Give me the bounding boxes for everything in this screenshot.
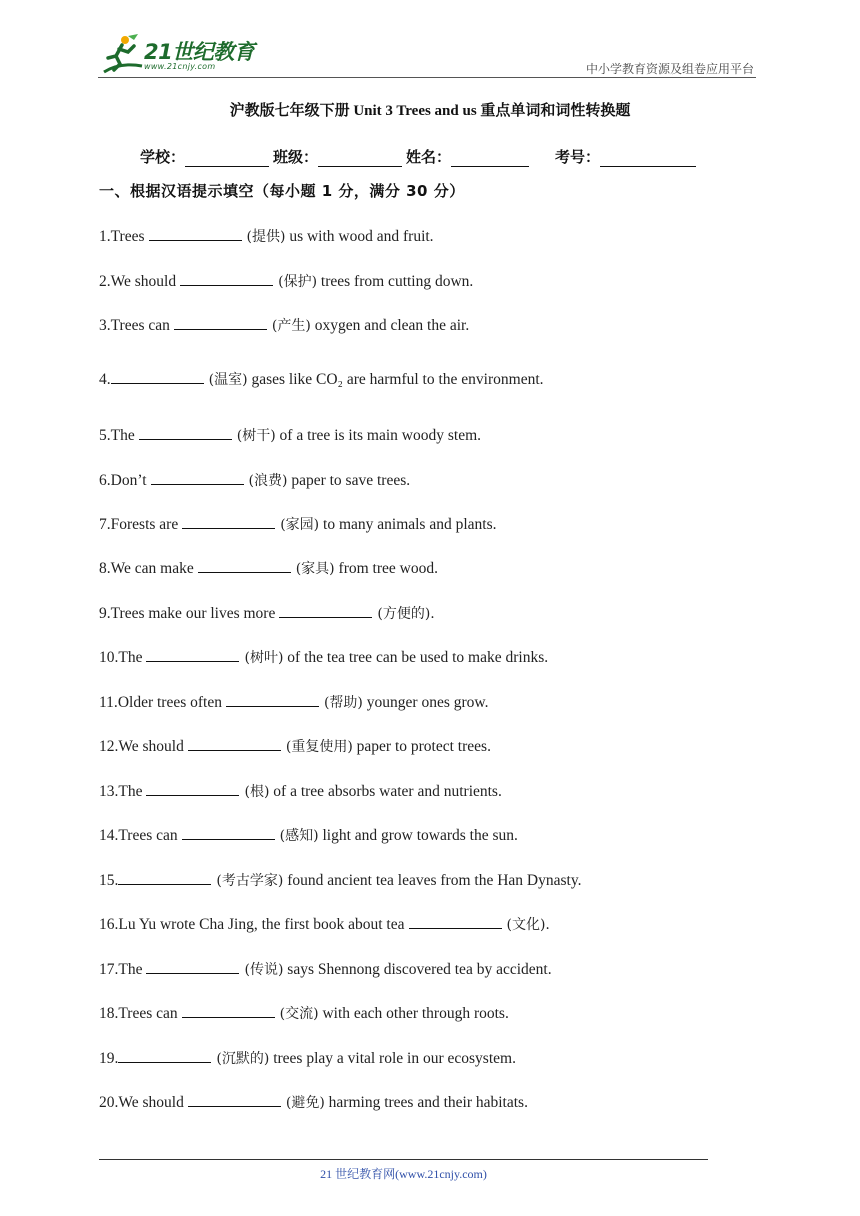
chinese-hint: (沉默的) bbox=[216, 1051, 270, 1067]
question-text-before: We should bbox=[118, 1094, 184, 1111]
question-item bbox=[99, 959, 552, 979]
chinese-hint: (树干) bbox=[236, 428, 276, 444]
question-item bbox=[99, 1092, 528, 1112]
footer-link[interactable]: 21 世纪教育网(www.21cnjy.com) bbox=[320, 1167, 487, 1181]
question-number: 17. bbox=[99, 961, 119, 978]
page-header bbox=[98, 32, 756, 78]
question-number: 1. bbox=[99, 228, 111, 245]
question-number: 11. bbox=[99, 694, 118, 711]
question-item bbox=[99, 470, 410, 490]
chinese-hint: (重复使用) bbox=[285, 739, 353, 755]
answer-blank[interactable] bbox=[139, 425, 232, 440]
answer-blank[interactable] bbox=[182, 825, 275, 840]
question-text-after: gases like CO₂ are harmful to the environment. bbox=[251, 371, 544, 388]
answer-blank[interactable] bbox=[279, 603, 372, 618]
chinese-hint: (帮助) bbox=[323, 695, 363, 711]
school-blank[interactable] bbox=[185, 150, 269, 167]
question-text-after: with each other through roots. bbox=[322, 1005, 509, 1022]
chinese-hint: (家具) bbox=[295, 561, 335, 577]
question-text-before: Trees can bbox=[118, 827, 178, 844]
question-text-before: The bbox=[118, 961, 143, 978]
question-item bbox=[99, 369, 544, 389]
question-text-after: found ancient tea leaves from the Han Dynasty. bbox=[287, 872, 582, 889]
question-number: 15. bbox=[99, 872, 119, 889]
question-item bbox=[99, 315, 469, 335]
chinese-hint: (温室) bbox=[208, 372, 248, 388]
question-text-after: harming trees and their habitats. bbox=[328, 1094, 528, 1111]
answer-blank[interactable] bbox=[226, 692, 319, 707]
question-item bbox=[99, 647, 548, 667]
question-text-before: We should bbox=[118, 738, 184, 755]
logo-name: 21世纪教育 bbox=[144, 40, 255, 64]
answer-blank[interactable] bbox=[146, 781, 239, 796]
logo-url: www.21cnjy.com bbox=[144, 62, 216, 71]
question-text-after: of a tree absorbs water and nutrients. bbox=[273, 783, 502, 800]
chinese-hint: (保护) bbox=[278, 274, 318, 290]
question-text-before: Trees bbox=[110, 228, 145, 245]
section-heading: 一、根据汉语提示填空（每小题 1 分，满分 30 分） bbox=[99, 182, 465, 200]
question-text-before: Don’t bbox=[110, 472, 147, 489]
question-number: 12. bbox=[99, 738, 119, 755]
question-text-after: paper to protect trees. bbox=[356, 738, 491, 755]
question-number: 6. bbox=[99, 472, 111, 489]
question-item bbox=[99, 271, 473, 291]
question-text-before: The bbox=[118, 649, 143, 666]
question-text-after: younger ones grow. bbox=[366, 694, 489, 711]
question-text-before: Trees can bbox=[110, 317, 170, 334]
header-divider bbox=[98, 77, 756, 78]
question-item bbox=[99, 1048, 516, 1068]
question-item bbox=[99, 425, 481, 445]
question-item bbox=[99, 825, 518, 845]
question-item bbox=[99, 781, 502, 801]
question-item bbox=[99, 870, 581, 890]
question-item bbox=[99, 514, 497, 534]
question-text-before: Trees make our lives more bbox=[110, 605, 276, 622]
question-text-after: trees from cutting down. bbox=[320, 273, 474, 290]
question-item bbox=[99, 1003, 509, 1023]
question-number: 2. bbox=[99, 273, 111, 290]
question-number: 3. bbox=[99, 317, 111, 334]
question-number: 13. bbox=[99, 783, 119, 800]
answer-blank[interactable] bbox=[146, 647, 239, 662]
question-text-before: The bbox=[110, 427, 135, 444]
answer-blank[interactable] bbox=[188, 736, 281, 751]
answer-blank[interactable] bbox=[174, 315, 267, 330]
question-text-after: trees play a vital role in our ecosystem. bbox=[273, 1050, 516, 1067]
question-item bbox=[99, 603, 435, 623]
question-text-after: to many animals and plants. bbox=[323, 516, 497, 533]
question-number: 5. bbox=[99, 427, 111, 444]
chinese-hint: (根) bbox=[244, 784, 270, 800]
question-item bbox=[99, 558, 438, 578]
question-number: 10. bbox=[99, 649, 119, 666]
question-text-after: of a tree is its main woody stem. bbox=[279, 427, 482, 444]
question-text-after: says Shennong discovered tea by accident. bbox=[287, 961, 552, 978]
answer-blank[interactable] bbox=[118, 870, 211, 885]
class-blank[interactable] bbox=[318, 150, 402, 167]
answer-blank[interactable] bbox=[182, 514, 275, 529]
question-number: 4. bbox=[99, 371, 111, 388]
answer-blank[interactable] bbox=[146, 959, 239, 974]
chinese-hint: (提供) bbox=[246, 229, 286, 245]
question-number: 9. bbox=[99, 605, 111, 622]
name-label: 姓名： bbox=[406, 148, 452, 166]
question-text-before: Trees can bbox=[118, 1005, 178, 1022]
chinese-hint: (感知) bbox=[279, 828, 319, 844]
chinese-hint: (浪费) bbox=[248, 473, 288, 489]
footer-divider bbox=[99, 1159, 708, 1160]
chinese-hint: (方便的). bbox=[377, 606, 435, 622]
school-label: 学校： bbox=[140, 148, 186, 166]
answer-blank[interactable] bbox=[118, 1048, 211, 1063]
chinese-hint: (考古学家) bbox=[216, 873, 284, 889]
question-text-before: Lu Yu wrote Cha Jing, the first book about tea bbox=[118, 916, 405, 933]
question-number: 18. bbox=[99, 1005, 119, 1022]
question-text-after: oxygen and clean the air. bbox=[314, 317, 470, 334]
chinese-hint: (树叶) bbox=[244, 650, 284, 666]
runner-logo-icon bbox=[98, 32, 148, 76]
chinese-hint: (产生) bbox=[271, 318, 311, 334]
answer-blank[interactable] bbox=[111, 369, 204, 384]
question-text-before: We can make bbox=[110, 560, 194, 577]
question-number: 16. bbox=[99, 916, 119, 933]
question-item bbox=[99, 226, 434, 246]
question-text-before: We should bbox=[110, 273, 177, 290]
question-text-after: paper to save trees. bbox=[291, 472, 411, 489]
answer-blank[interactable] bbox=[188, 1092, 281, 1107]
page-title: 沪教版七年级下册 Unit 3 Trees and us 重点单词和词性转换题 bbox=[229, 103, 631, 119]
name-blank[interactable] bbox=[451, 150, 529, 167]
chinese-hint: (文化). bbox=[506, 917, 550, 933]
question-item bbox=[99, 736, 491, 756]
student-info-row bbox=[140, 146, 700, 167]
question-item bbox=[99, 692, 488, 712]
question-text-after: from tree wood. bbox=[338, 560, 438, 577]
answer-blank[interactable] bbox=[180, 271, 273, 286]
answer-blank[interactable] bbox=[149, 226, 242, 241]
class-label: 班级： bbox=[273, 148, 319, 166]
question-number: 19. bbox=[99, 1050, 119, 1067]
chinese-hint: (避免) bbox=[285, 1095, 325, 1111]
question-number: 20. bbox=[99, 1094, 119, 1111]
question-number: 14. bbox=[99, 827, 119, 844]
question-text-before: The bbox=[118, 783, 143, 800]
question-text-after: us with wood and fruit. bbox=[289, 228, 434, 245]
exam-no-blank[interactable] bbox=[600, 150, 696, 167]
answer-blank[interactable] bbox=[151, 470, 244, 485]
question-number: 7. bbox=[99, 516, 111, 533]
answer-blank[interactable] bbox=[409, 914, 502, 929]
chinese-hint: (传说) bbox=[244, 962, 284, 978]
question-item bbox=[99, 914, 550, 934]
chinese-hint: (家园) bbox=[280, 517, 320, 533]
question-text-before: Older trees often bbox=[117, 694, 222, 711]
question-number: 8. bbox=[99, 560, 111, 577]
answer-blank[interactable] bbox=[182, 1003, 275, 1018]
answer-blank[interactable] bbox=[198, 558, 291, 573]
exam-no-label: 考号： bbox=[555, 148, 601, 166]
chinese-hint: (交流) bbox=[279, 1006, 319, 1022]
logo bbox=[98, 32, 258, 76]
platform-label: 中小学教育资源及组卷应用平台 bbox=[585, 62, 754, 76]
question-text-before: Forests are bbox=[110, 516, 179, 533]
question-text-after: of the tea tree can be used to make drinks. bbox=[287, 649, 549, 666]
question-text-after: light and grow towards the sun. bbox=[322, 827, 518, 844]
